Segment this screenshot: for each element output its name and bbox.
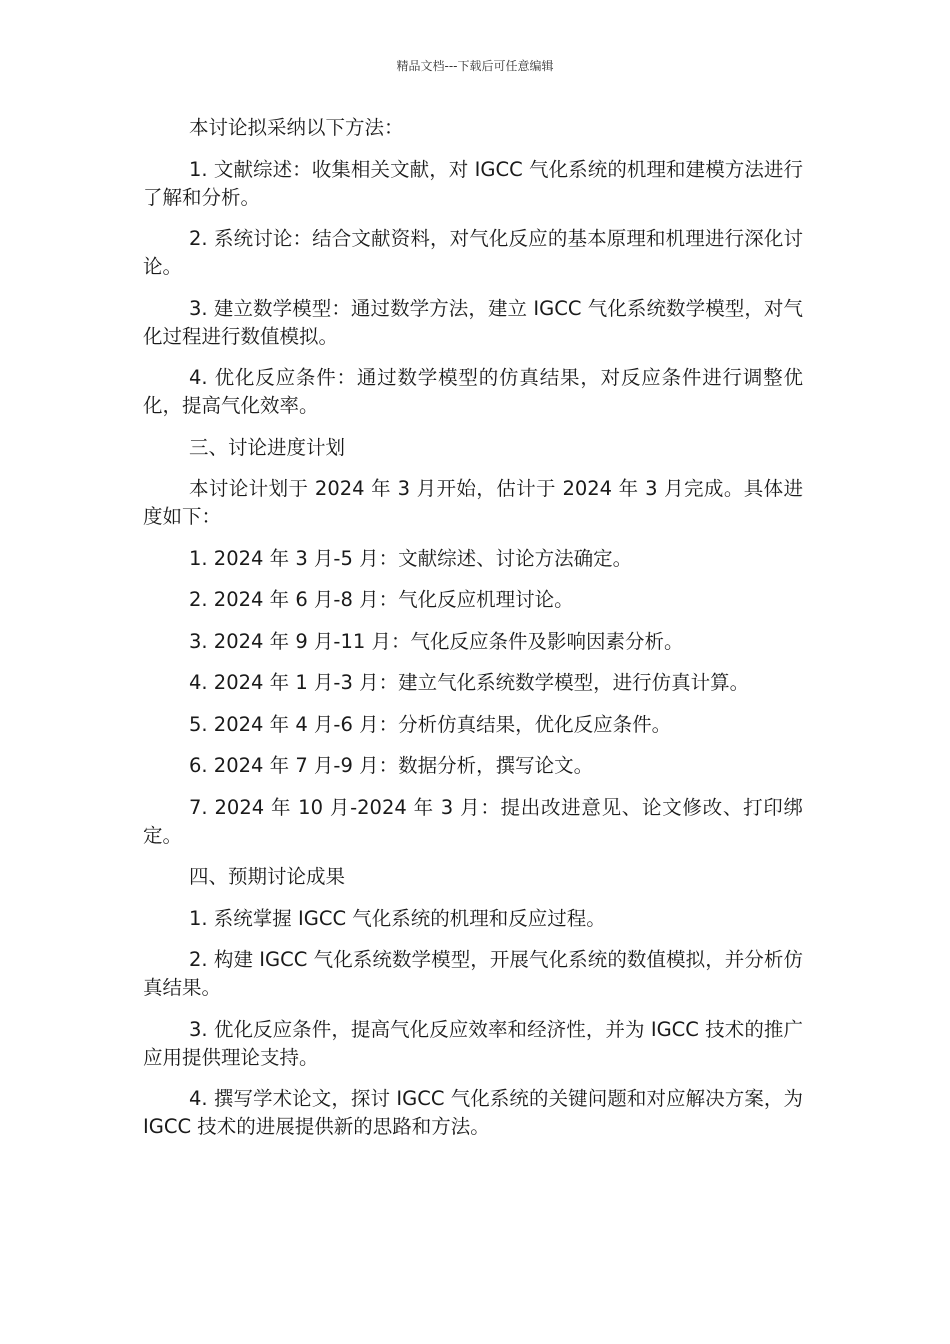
schedule-intro: 本讨论计划于 2024 年 3 月开始，估计于 2024 年 3 月完成。具体进度如下： [143, 477, 803, 528]
outcome-item-1: 1. 系统掌握 IGCC 气化系统的机理和反应过程。 [189, 906, 606, 930]
schedule-item-2: 2. 2024 年 6 月-8 月：气化反应机理讨论。 [189, 588, 574, 611]
document-body [143, 114, 803, 1141]
method-item-2: 2. 系统讨论：结合文献资料，对气化反应的基本原理和机理进行深化讨论。 [143, 227, 803, 278]
schedule-item-5: 5. 2024 年 4 月-6 月：分析仿真结果，优化反应条件。 [189, 712, 672, 736]
schedule-item-7: 7. 2024 年 10 月-2024 年 3 月：提出改进意见、论文修改、打印绑定。 [143, 795, 803, 847]
method-item-4: 4. 优化反应条件：通过数学模型的仿真结果，对反应条件进行调整优化，提高气化效率。 [143, 366, 803, 417]
schedule-item-4: 4. 2024 年 1 月-3 月：建立气化系统数学模型，进行仿真计算。 [189, 671, 750, 694]
schedule-item-3: 3. 2024 年 9 月-11 月：气化反应条件及影响因素分析。 [189, 629, 684, 653]
outcome-item-4: 4. 撰写学术论文，探讨 IGCC 气化系统的关键问题和对应解决方案，为 IGCC 技术的进展提供新的思路和方法。 [143, 1087, 803, 1138]
methods-intro: 本讨论拟采纳以下方法： [189, 116, 404, 139]
method-item-1: 1. 文献综述：收集相关文献，对 IGCC 气化系统的机理和建模方法进行了解和分析。 [143, 157, 803, 209]
page-header: 精品文档---下载后可任意编辑 [396, 59, 554, 73]
schedule-item-1: 1. 2024 年 3 月-5 月：文献综述、讨论方法确定。 [189, 546, 633, 570]
outcome-item-2: 2. 构建 IGCC 气化系统数学模型，开展气化系统的数值模拟，并分析仿真结果。 [143, 948, 803, 999]
schedule-item-6: 6. 2024 年 7 月-9 月：数据分析，撰写论文。 [189, 754, 594, 777]
outcome-item-3: 3. 优化反应条件，提高气化反应效率和经济性，并为 IGCC 技术的推广应用提供理论支持。 [143, 1017, 803, 1069]
section-heading-outcomes: 四、预期讨论成果 [189, 865, 346, 888]
method-item-3: 3. 建立数学模型：通过数学方法，建立 IGCC 气化系统数学模型，对气化过程进行数值模拟。 [143, 296, 803, 348]
section-heading-schedule: 三、讨论进度计划 [189, 435, 346, 459]
